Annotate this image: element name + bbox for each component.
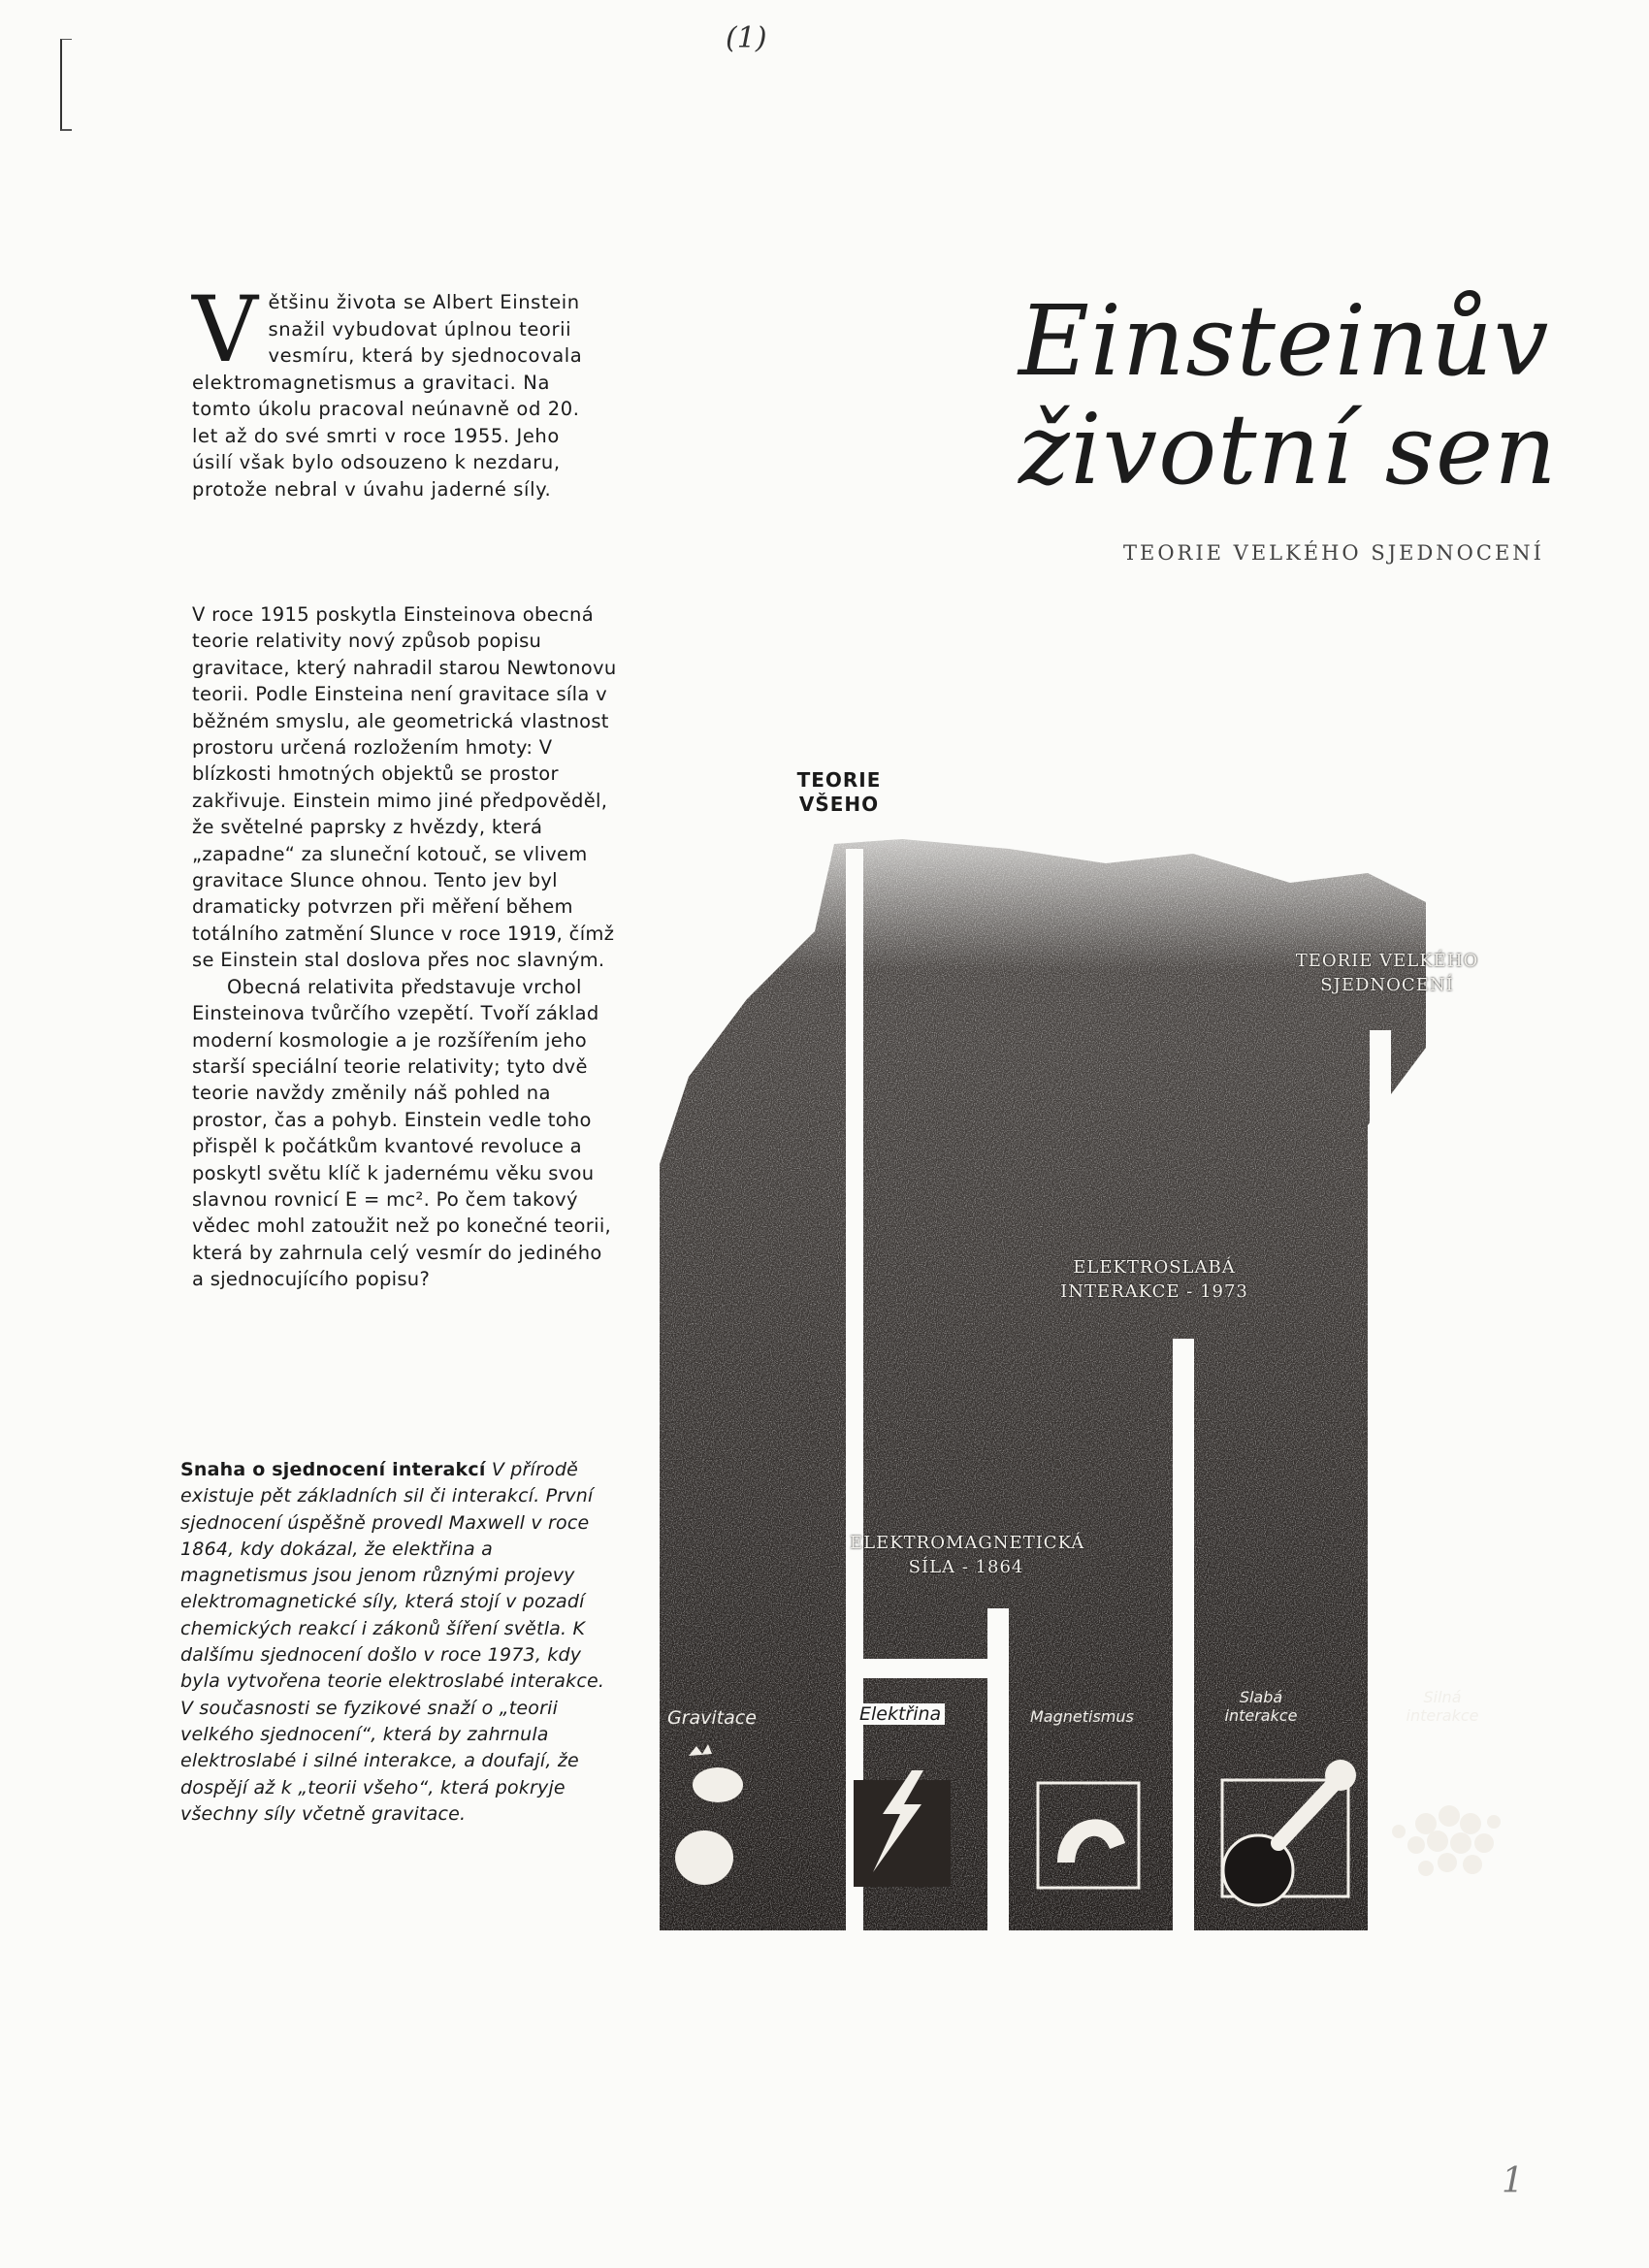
margin-bracket-mark [60, 39, 72, 131]
sidebar-text: V přírodě existuje pět základních sil či interakcí. První sjednocení úspěšně provedl Maxwell v roce 1864, kdy dokázal, že elektřina a magnetismus jsou jenom různými projevy elektromagnetické síly, která stojí v pozadí chemických reakcí i zákonů šíření světla. K dalšímu sjednocení došlo v roce 1973, kdy byla vytvořena teorie elektroslabé interakce. V současnosti se fyzikové snaží o „teorii velkého sjednocení“, která by zahrnula elektroslabé i silné interakce, a doufají, že dospějí až k „teorii všeho“, která pokryje všechny síly včetně gravitace. [180, 1459, 605, 1825]
main-article-text [192, 601, 619, 1293]
force-label-magnetism: Magnetismus [1030, 1707, 1134, 1726]
speckle-texture [660, 839, 1426, 1930]
drop-cap: V [192, 277, 259, 383]
label-gut-line-1: TEORIE VELKÉHO [1295, 951, 1479, 971]
strong-force-icon [1392, 1805, 1501, 1876]
force-label-electricity: Elektřina [856, 1703, 945, 1725]
page-title [1018, 284, 1600, 506]
page-number: (1) [726, 21, 767, 55]
article-paragraph-1: V roce 1915 poskytla Einsteinova obecná teorie relativity nový způsob popisu gravitace, který nahradil starou Newtonovu teorii. Podle Einsteina není gravitace síla v běžném smyslu, ale geometrická vlastnost prostoru určená rozložením hmoty: V blízkosti hmotných objektů se prostor zakřivuje. Einstein mimo jiné předpověděl, že světelné paprsky z hvězdy, která „zapadne“ za sluneční kotouč, se vlivem gravitace Slunce ohnou. Tento jev byl dramaticky potvrzen při měření během totálního zatmění Slunce v roce 1919, čímž se Einstein stal doslova přes noc slavným. [192, 603, 617, 972]
label-toe-line-2: VŠEHO [798, 793, 880, 816]
bar-em [987, 1608, 1009, 1930]
title-line-2: životní sen [1018, 393, 1558, 506]
bar-step-1 [846, 1659, 1009, 1678]
electricity-icon [854, 1770, 951, 1887]
label-toe-line-1: TEORIE [796, 768, 882, 792]
unification-graphic [650, 757, 1562, 1979]
bar-electroweak [1173, 1339, 1194, 1930]
force-label-gravity: Gravitace [667, 1707, 757, 1729]
label-gut-line-2: SJEDNOCENÍ [1320, 975, 1454, 995]
label-ew-line-1: ELEKTROSLABÁ [1073, 1257, 1236, 1278]
label-ew-line-2: INTERAKCE - 1973 [1060, 1281, 1248, 1302]
unification-diagram [650, 757, 1562, 1979]
bar-toe [846, 849, 863, 1930]
sidebar-heading: Snaha o sjednocení interakcí [180, 1459, 486, 1480]
subtitle: TEORIE VELKÉHO SJEDNOCENÍ [1123, 541, 1544, 565]
bar-gut [1370, 1030, 1391, 1930]
article-paragraph-2: Obecná relativita představuje vrchol Einsteinova tvůrčího vzepětí. Tvoří základ moderní kosmologie a je rozšířením jeho starší speciální teorie relativity; tyto dvě teorie navždy změnily náš pohled na prostor, čas a pohyb. Einstein vedle toho přispěl k počátkům kvantové revoluce a poskytl světu klíč k jadernému věku svou slavnou rovnicí E = mc². Po čem takový vědec mohl zatoužit než po konečné teorii, která by zahrnula celý vesmír do jediného a sjednocujícího popisu? [192, 975, 612, 1291]
corner-mark: 1 [1502, 2161, 1524, 2201]
label-theory-of-everything [776, 768, 902, 817]
intro-text: ětšinu života se Albert Einstein snažil vybudovat úplnou teorii vesmíru, která by sjednocovala elektromagnetismus a gravitaci. Na tomto úkolu pracoval neúnavně od 20. let až do své smrti v roce 1955. Jeho úsilí však bylo odsouzeno k nezdaru, protože nebral v úvahu jaderné síly. [192, 291, 583, 501]
title-line-1: Einsteinův [1018, 284, 1550, 398]
label-em-line-2: SÍLA - 1864 [908, 1557, 1024, 1577]
force-label-strong: Silná interakce [1406, 1688, 1479, 1725]
label-electromagnetic [850, 1531, 1083, 1579]
label-electroweak [1038, 1255, 1271, 1304]
sidebar-box [180, 1457, 607, 1828]
intro-paragraph [192, 277, 599, 502]
label-grand-unified-theory [1271, 949, 1504, 997]
label-em-line-1: ELEKTROMAGNETICKÁ [850, 1533, 1085, 1553]
force-label-weak: Slabá interakce [1224, 1688, 1298, 1725]
